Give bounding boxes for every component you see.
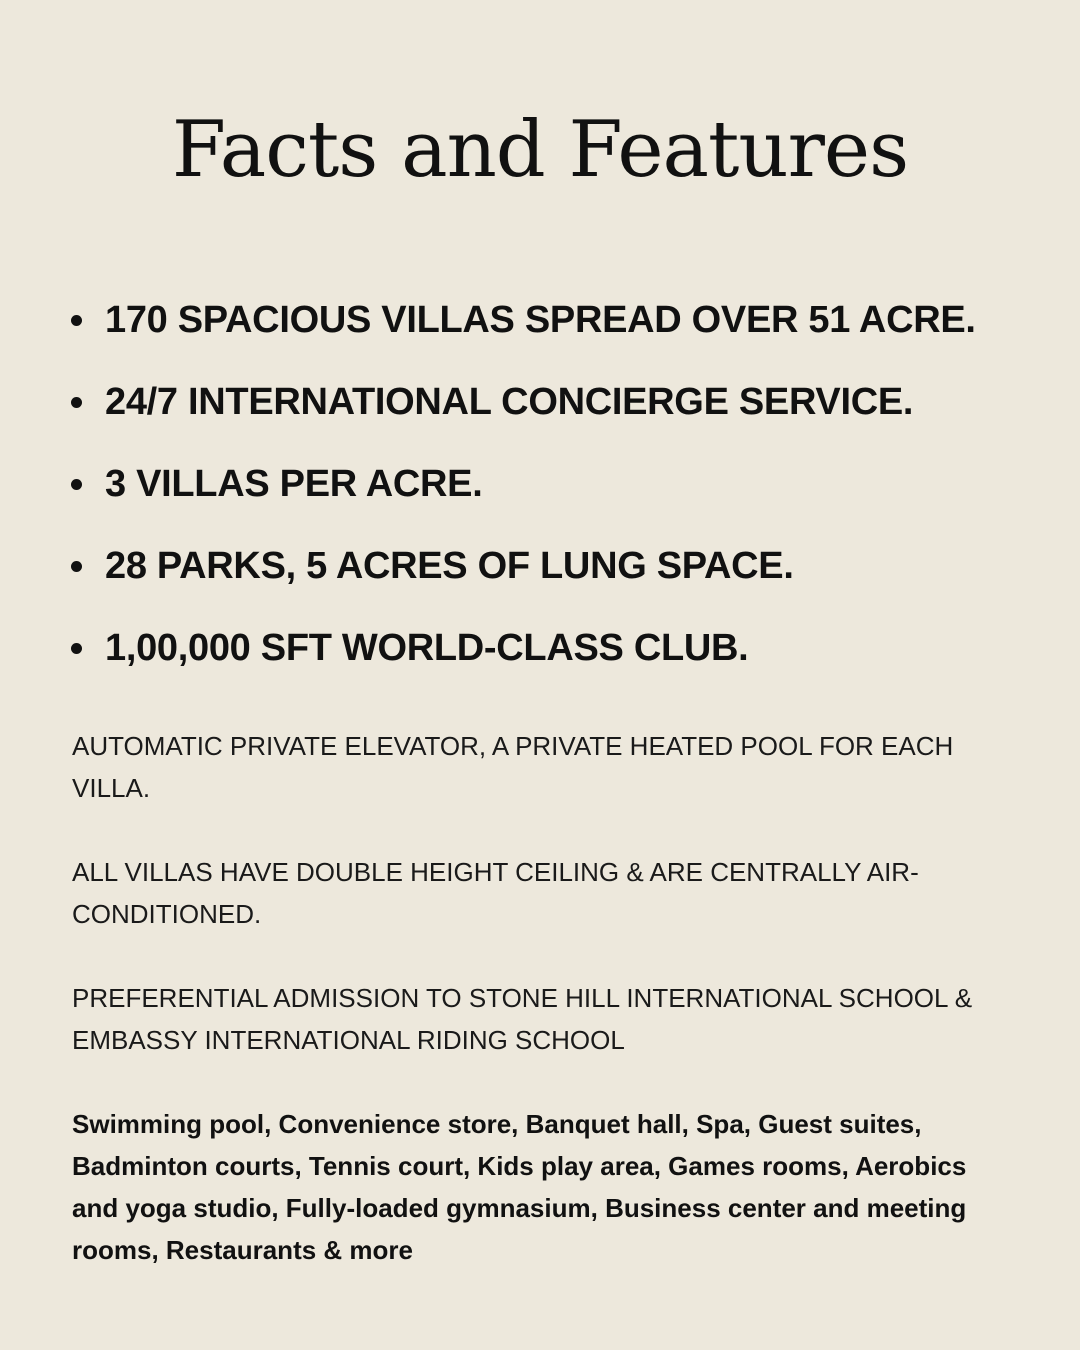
elevator-pool-paragraph: AUTOMATIC PRIVATE ELEVATOR, A PRIVATE HEATED POOL FOR EACH VILLA. xyxy=(72,731,954,803)
highlights-list xyxy=(65,287,1075,697)
page-title: Facts and Features xyxy=(171,105,909,195)
ceiling-ac-paragraph: ALL VILLAS HAVE DOUBLE HEIGHT CEILING & ARE CENTRALLY AIR-CONDITIONED. xyxy=(72,857,919,929)
bullet-icon xyxy=(71,397,82,408)
bullet-icon xyxy=(71,561,82,572)
highlight-item xyxy=(65,369,1075,451)
details-section xyxy=(72,725,1022,1271)
highlight-item xyxy=(65,533,1075,615)
highlight-item xyxy=(65,287,1075,369)
amenities-paragraph: Swimming pool, Convenience store, Banquet hall, Spa, Guest suites, Badminton courts, Tennis court, Kids play area, Games rooms, Aerobics and yoga studio, Fully-loaded gymnasium, Business center and meeting rooms, Restaurants & more xyxy=(72,1109,967,1265)
bullet-icon xyxy=(71,643,82,654)
highlight-item xyxy=(65,615,1075,697)
highlight-text: 170 SPACIOUS VILLAS SPREAD OVER 51 ACRE. xyxy=(105,299,976,341)
highlight-text: 1,00,000 SFT WORLD-CLASS CLUB. xyxy=(105,627,749,669)
highlight-text: 3 VILLAS PER ACRE. xyxy=(105,463,483,505)
bullet-icon xyxy=(71,315,82,326)
school-admission-paragraph: PREFERENTIAL ADMISSION TO STONE HILL INTERNATIONAL SCHOOL & EMBASSY INTERNATIONAL RIDING SCHOOL xyxy=(72,983,973,1055)
highlight-item xyxy=(65,451,1075,533)
highlight-text: 24/7 INTERNATIONAL CONCIERGE SERVICE. xyxy=(105,381,914,423)
bullet-icon xyxy=(71,479,82,490)
highlight-text: 28 PARKS, 5 ACRES OF LUNG SPACE. xyxy=(105,545,794,587)
